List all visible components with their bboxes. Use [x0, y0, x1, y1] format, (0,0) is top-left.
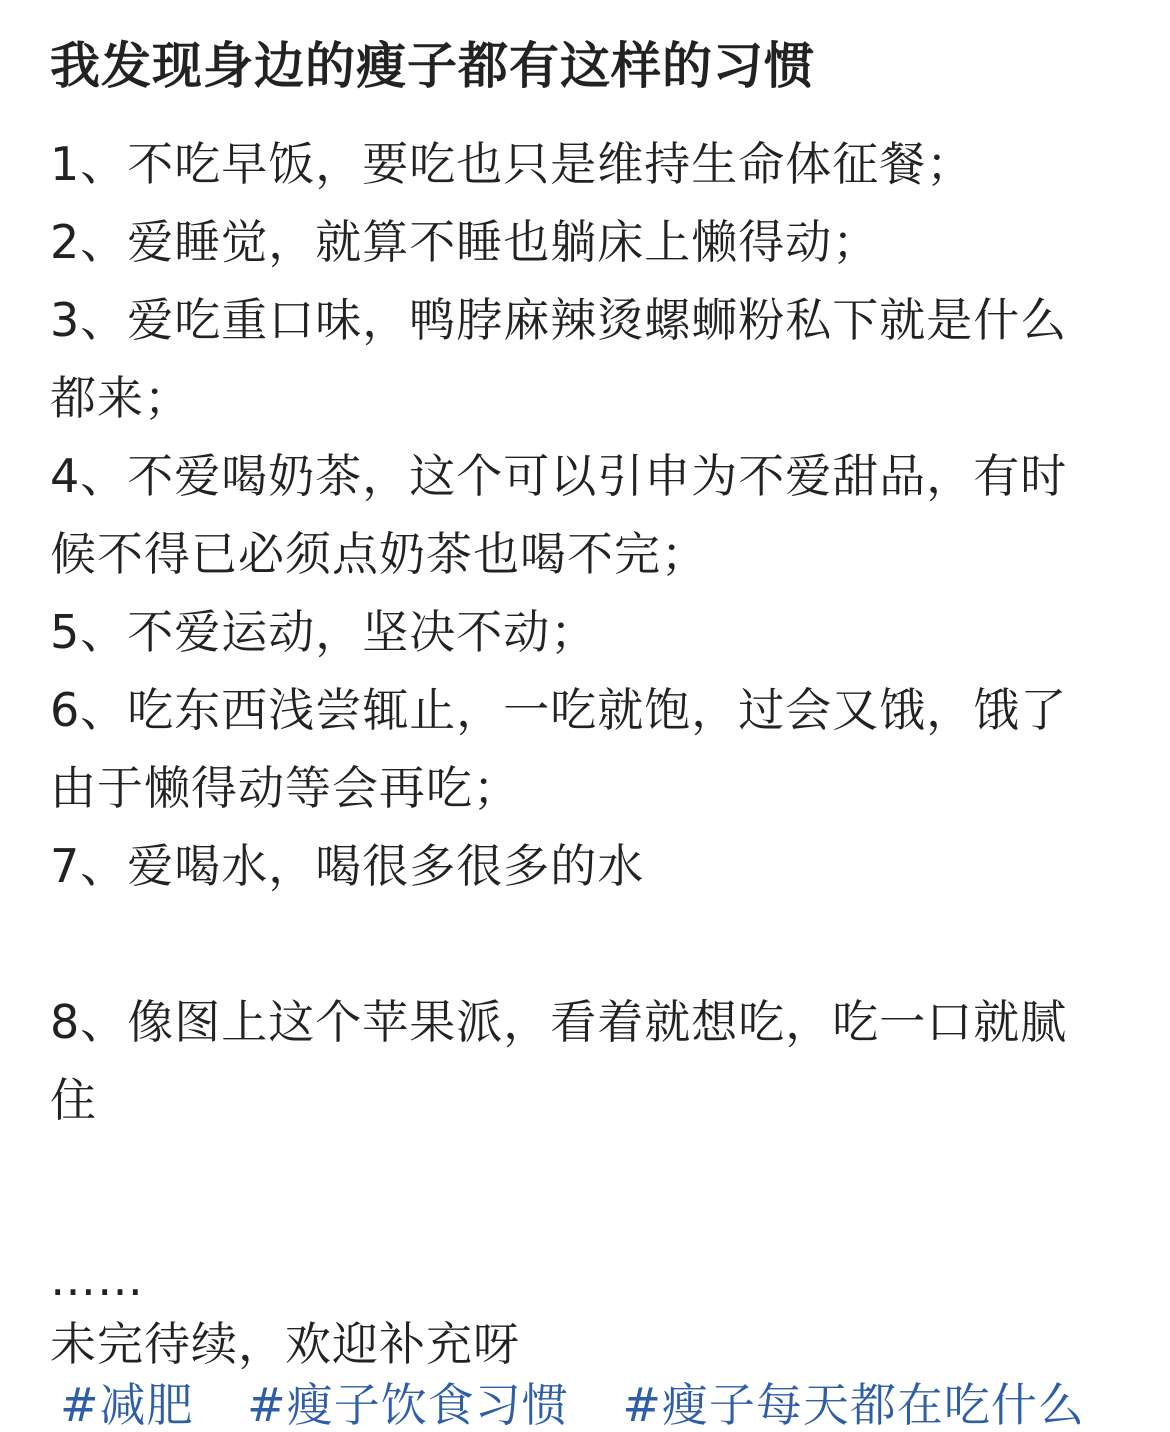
hashtag-link[interactable]: #瘦子每天都在吃什么 — [622, 1378, 1085, 1432]
hashtag-link[interactable]: #瘦子饮食习惯 — [247, 1378, 569, 1432]
list-item: 2、爱睡觉，就算不睡也躺床上懒得动； — [50, 215, 880, 269]
paragraph-gap — [50, 905, 1110, 983]
hashtag-list — [60, 1378, 1123, 1432]
hashtag-link[interactable]: #减肥 — [60, 1378, 194, 1432]
paragraph-gap — [50, 1139, 1110, 1217]
list-item: 6、吃东西浅尝辄止，一吃就饱，过会又饿，饿了由于懒得动等会再吃； — [50, 683, 1068, 815]
closing-text: 未完待续，欢迎补充呀 — [50, 1317, 520, 1371]
list-item: 8、像图上这个苹果派，看着就想吃，吃一口就腻住 — [50, 995, 1068, 1127]
list-item: 5、不爱运动，坚决不动； — [50, 605, 598, 659]
list-item: 7、爱喝水，喝很多很多的水 — [50, 839, 645, 893]
list-item: 4、不爱喝奶茶，这个可以引申为不爱甜品，有时候不得已必须点奶茶也喝不完； — [50, 449, 1068, 581]
post-body — [50, 125, 1110, 1383]
post-title: 我发现身边的瘦子都有这样的习惯 — [50, 37, 815, 95]
list-item: 1、不吃早饭，要吃也只是维持生命体征餐； — [50, 137, 974, 191]
ellipsis-text: …… — [50, 1252, 144, 1306]
list-item: 3、爱吃重口味，鸭脖麻辣烫螺蛳粉私下就是什么都来； — [50, 293, 1068, 425]
